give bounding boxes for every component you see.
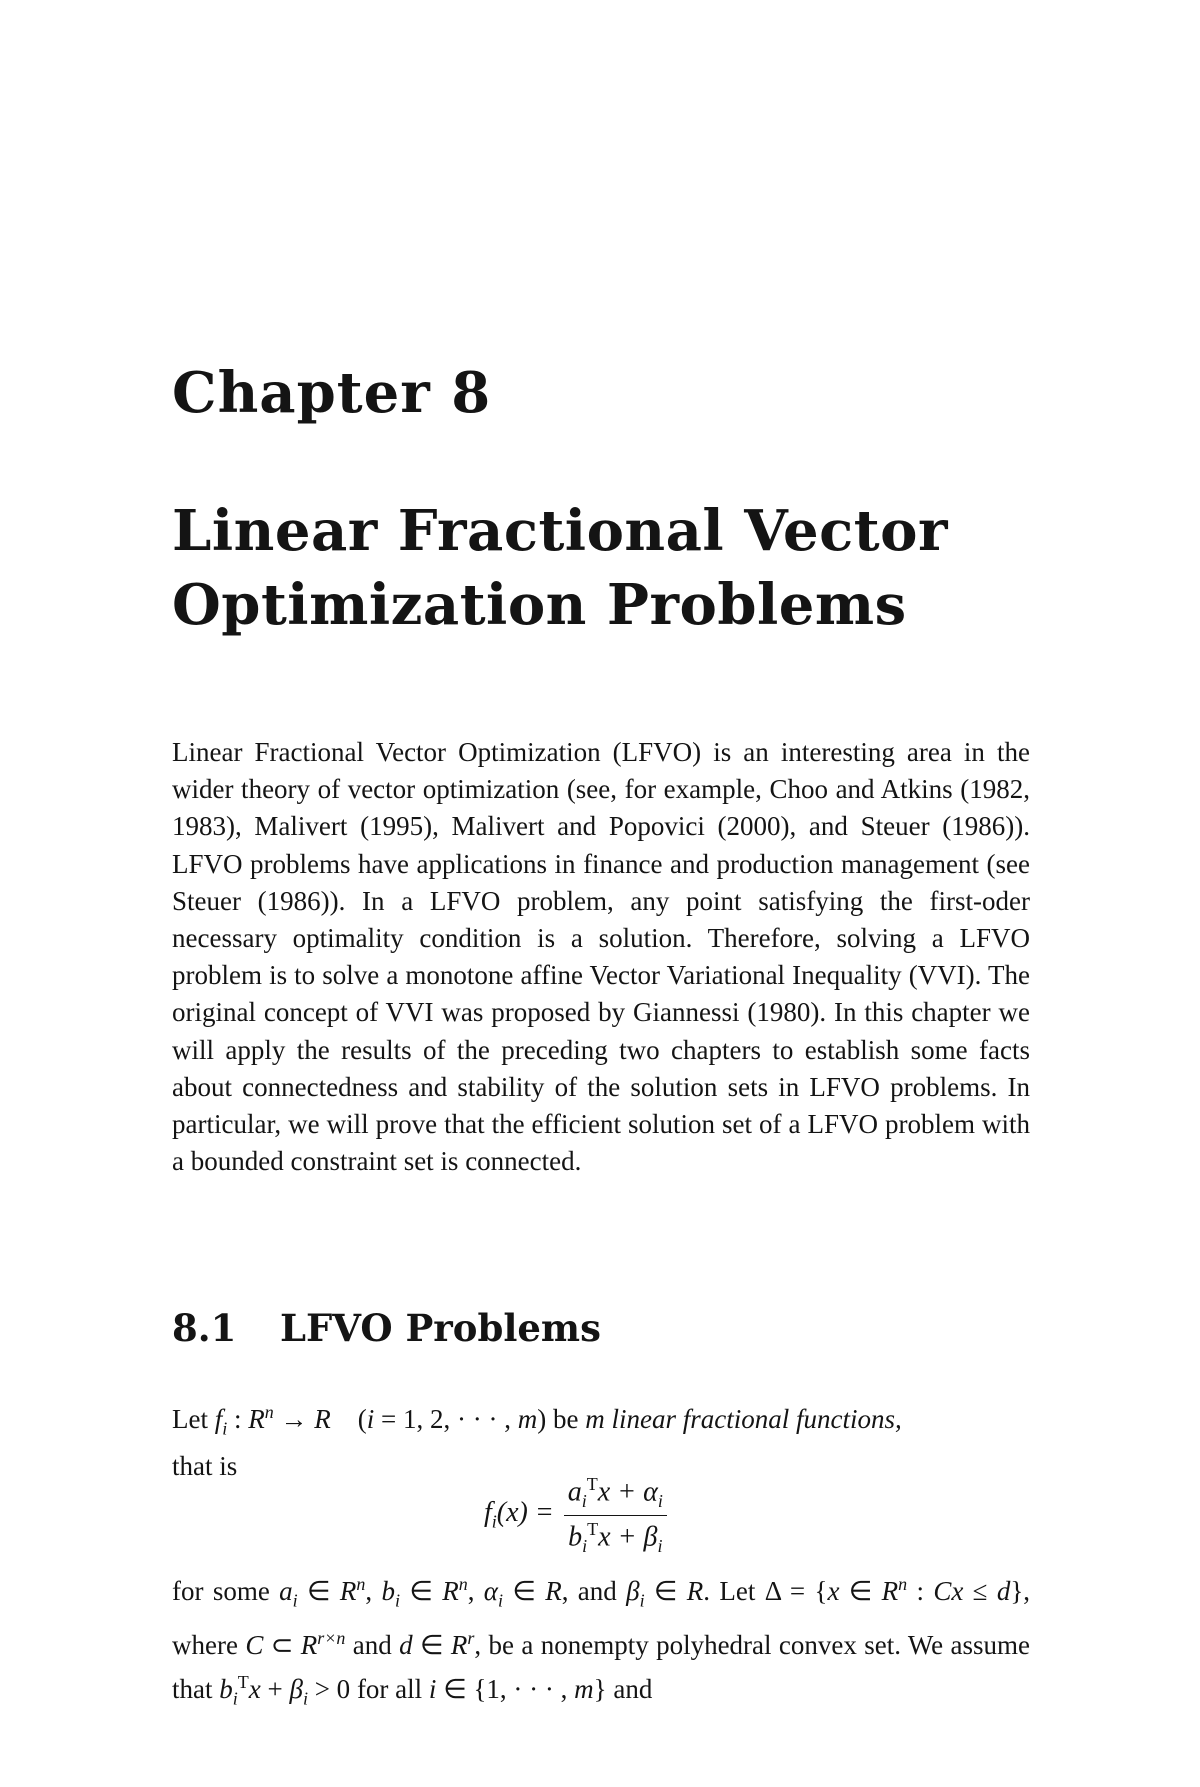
para1-let: Let [172, 1404, 208, 1434]
para1-m: m [585, 1404, 605, 1434]
para1-that-is: that is [172, 1450, 238, 1481]
section-heading [172, 1306, 601, 1350]
fraction-numerator: $a_i^Tx + \alpha_i$ [564, 1474, 667, 1516]
formula-lhs: f [484, 1497, 492, 1529]
fraction-formula: $f_i(x)$ = $\frac{a_i^Tx + \alpha_i}{b_i^Tx + \beta_i}$ [484, 1470, 667, 1560]
section-number: 8.1 [172, 1306, 237, 1350]
chapter-label: Chapter 8 [172, 360, 492, 426]
chapter-title-line-1: Linear Fractional Vector [172, 498, 948, 564]
section-title: LFVO Problems [280, 1306, 601, 1350]
para1-be: be [553, 1404, 579, 1434]
intro-paragraph: Linear Fractional Vector Optimization (LFVO) is an interesting area in the wider theory of vector optimization (see, for example, Choo and Atkins (1982, 1983), Malivert (1995), Malivert and Popovici (2000), and Steuer (1986)). LFVO problems have applications in finance and production management (see Steuer (1986)). In a LFVO problem, any point satisfying the first-oder necessary optimality condition is a solution. Therefore, solving a LFVO problem is to solve a monotone affine Vector Variational Inequality (VVI). The original concept of VVI was proposed by Giannessi (1980). In this chapter we will apply the results of the preceding two chapters to establish some facts about connectedness and stability of the solution sets in LFVO problems. In particular, we will prove that the efficient solution set of a LFVO problem with a bounded constraint set is connected. [172, 737, 1030, 1177]
constraint-paragraph: for some $a_i$ ∈ $R^n$, $b_i$ ∈ $R^n$, $\alpha_i$ ∈ R, and $\beta_i$ ∈ R. Let Δ = {x ∈ $R^n$ : Cx ≤ d}, where C ⊂ $R^{r\times n}$ and d ∈ $R^r$, be a nonempty polyhedral convex set. We assume that $b_i^Tx + \beta_i > 0$ for all i ∈ {1, · · · , m} and [172, 1574, 1031, 1709]
para1-italic-phrase: linear fractional functions, [611, 1404, 902, 1434]
fraction [564, 1474, 667, 1557]
fraction-denominator: $b_i^Tx + \beta_i$ [568, 1518, 663, 1556]
chapter-title [172, 494, 1072, 642]
definition-paragraph: Let $f_i$ : $R^n \to R$ (i = 1, 2, · · · , m) be m linear fractional functions, that is [172, 1402, 902, 1481]
chapter-title-line-2: Optimization Problems [172, 572, 907, 638]
